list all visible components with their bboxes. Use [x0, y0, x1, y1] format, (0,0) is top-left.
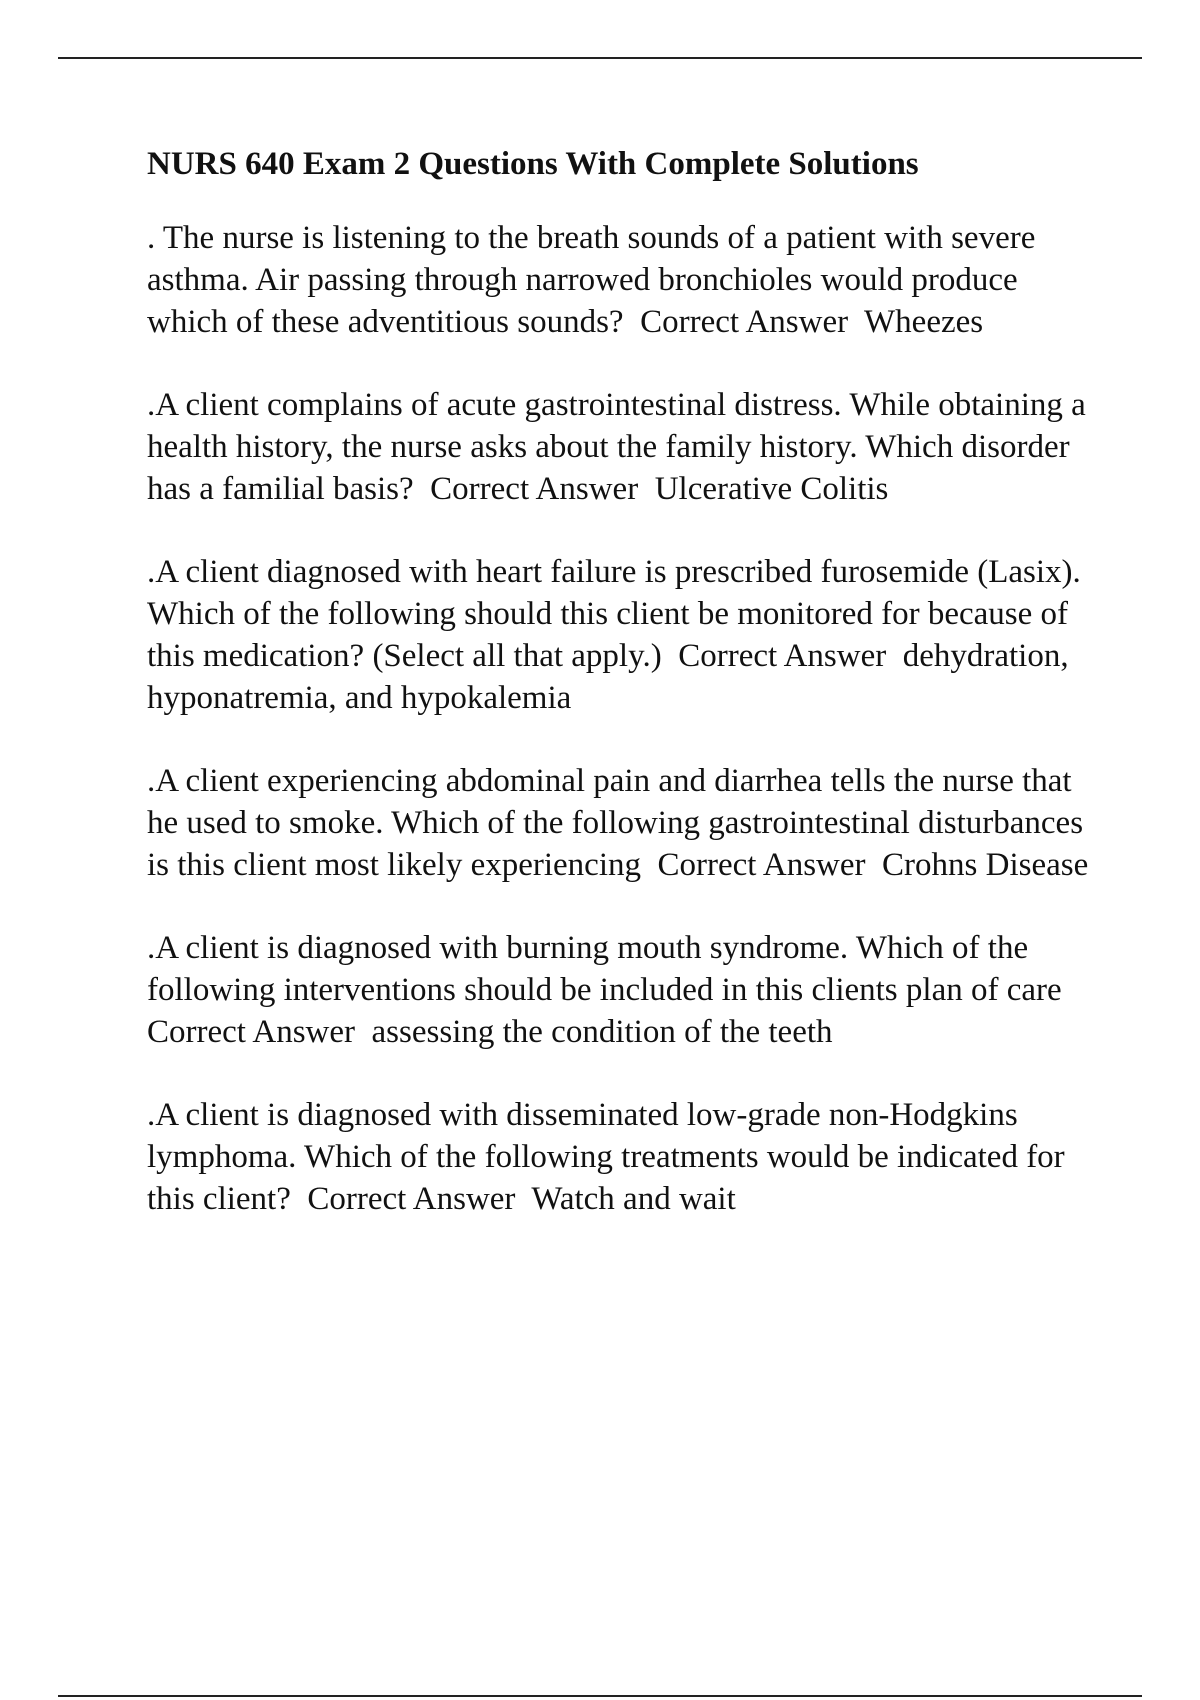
- question-text: . The nurse is listening to the breath sounds of a patient with severe asthma. Air passing through narrowed bronchioles would produce which of these adventitious sounds?: [147, 220, 1044, 340]
- header-rule: [58, 57, 1142, 59]
- answer-text: Crohns Disease: [882, 847, 1089, 883]
- document-title: NURS 640 Exam 2 Questions With Complete Solutions: [147, 146, 919, 182]
- answer-text: Ulcerative Colitis: [654, 471, 889, 507]
- answer-text: dehydration, hyponatremia, and hypokalemia: [147, 638, 1077, 716]
- qa-item-4: [147, 760, 1097, 886]
- answer-label: Correct Answer: [430, 471, 639, 507]
- question-text: .A client experiencing abdominal pain and diarrhea tells the nurse that he used to smoke. Which of the following gastrointestinal disturbances is this client most likely experiencing: [147, 763, 1092, 883]
- qa-item-5: [147, 927, 1097, 1053]
- qa-item-6: [147, 1094, 1097, 1220]
- qa-item-1: [147, 217, 1097, 343]
- answer-label: Correct Answer: [657, 847, 866, 883]
- answer-label: Correct Answer: [640, 304, 849, 340]
- answer-label: Correct Answer: [307, 1181, 516, 1217]
- footer-rule: [58, 1695, 1142, 1697]
- answer-label: Correct Answer: [678, 638, 887, 674]
- qa-item-2: [147, 384, 1097, 510]
- answer-text: Wheezes: [864, 304, 984, 340]
- question-text: .A client is diagnosed with disseminated low-grade non-Hodgkins lymphoma. Which of the following treatments would be indicated for this client?: [147, 1097, 1073, 1217]
- question-text: .A client diagnosed with heart failure is prescribed furosemide (Lasix). Which of the following should this client be monitored for because of this medication? (Select all that apply.): [147, 554, 1089, 674]
- qa-item-3: [147, 551, 1097, 719]
- answer-label: Correct Answer: [147, 1014, 356, 1050]
- document-body: [147, 140, 1097, 1261]
- answer-text: assessing the condition of the teeth: [371, 1014, 833, 1050]
- question-text: .A client is diagnosed with burning mouth syndrome. Which of the following interventions should be included in this clients plan of care: [147, 930, 1062, 1008]
- answer-text: Watch and wait: [531, 1181, 736, 1217]
- question-text: .A client complains of acute gastrointestinal distress. While obtaining a health history, the nurse asks about the family history. Which disorder has a familial basis?: [147, 387, 1095, 507]
